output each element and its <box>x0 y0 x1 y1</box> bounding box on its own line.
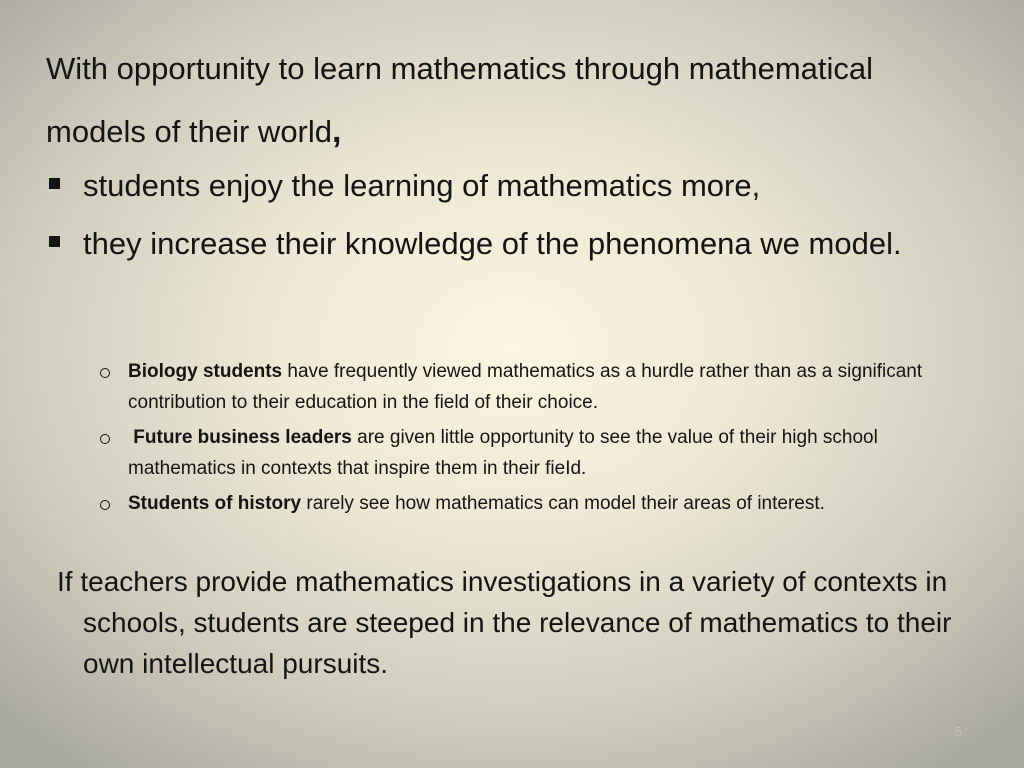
slide-number: 5 <box>954 724 962 739</box>
bullet-item <box>46 220 966 268</box>
sub-bullet-item <box>100 488 945 519</box>
bullet-text: they increase their knowledge of the phenomena we model. <box>83 226 902 261</box>
square-bullet-icon <box>49 178 60 189</box>
intro-text: With opportunity to learn mathematics through mathematical models of their world <box>46 51 874 149</box>
sub-bullet-text: rarely see how mathematics can model their areas of interest. <box>301 493 825 514</box>
sub-bullet-item <box>100 422 945 484</box>
sub-bullet-text: are given little opportunity to see the value of their high school mathematics in contexts that inspire them in their fieId. <box>128 427 878 479</box>
bullet-item <box>46 162 966 210</box>
hollow-circle-bullet-icon <box>100 500 110 510</box>
bullet-text: students enjoy the learning of mathematics more, <box>83 168 761 203</box>
sub-bullet-bold: Future business leaders <box>128 427 352 448</box>
sub-bullet-list <box>100 356 945 523</box>
main-bullet-list <box>46 162 966 278</box>
intro-comma: , <box>332 112 342 150</box>
sub-bullet-item <box>100 356 945 418</box>
hollow-circle-bullet-icon <box>100 368 110 378</box>
hollow-circle-bullet-icon <box>100 434 110 444</box>
sub-bullet-text: have frequently viewed mathematics as a hurdle rather than as a significant contribution to their education in the field of their choice. <box>128 361 923 413</box>
square-bullet-icon <box>49 236 60 247</box>
closing-paragraph: If teachers provide mathematics investigations in a variety of contexts in schools, students are steeped in the relevance of mathematics to their own intellectual pursuits. <box>57 566 952 679</box>
sub-bullet-bold: Biology students <box>128 361 283 382</box>
intro-paragraph <box>46 38 946 163</box>
sub-bullet-bold: Students of history <box>128 493 302 514</box>
